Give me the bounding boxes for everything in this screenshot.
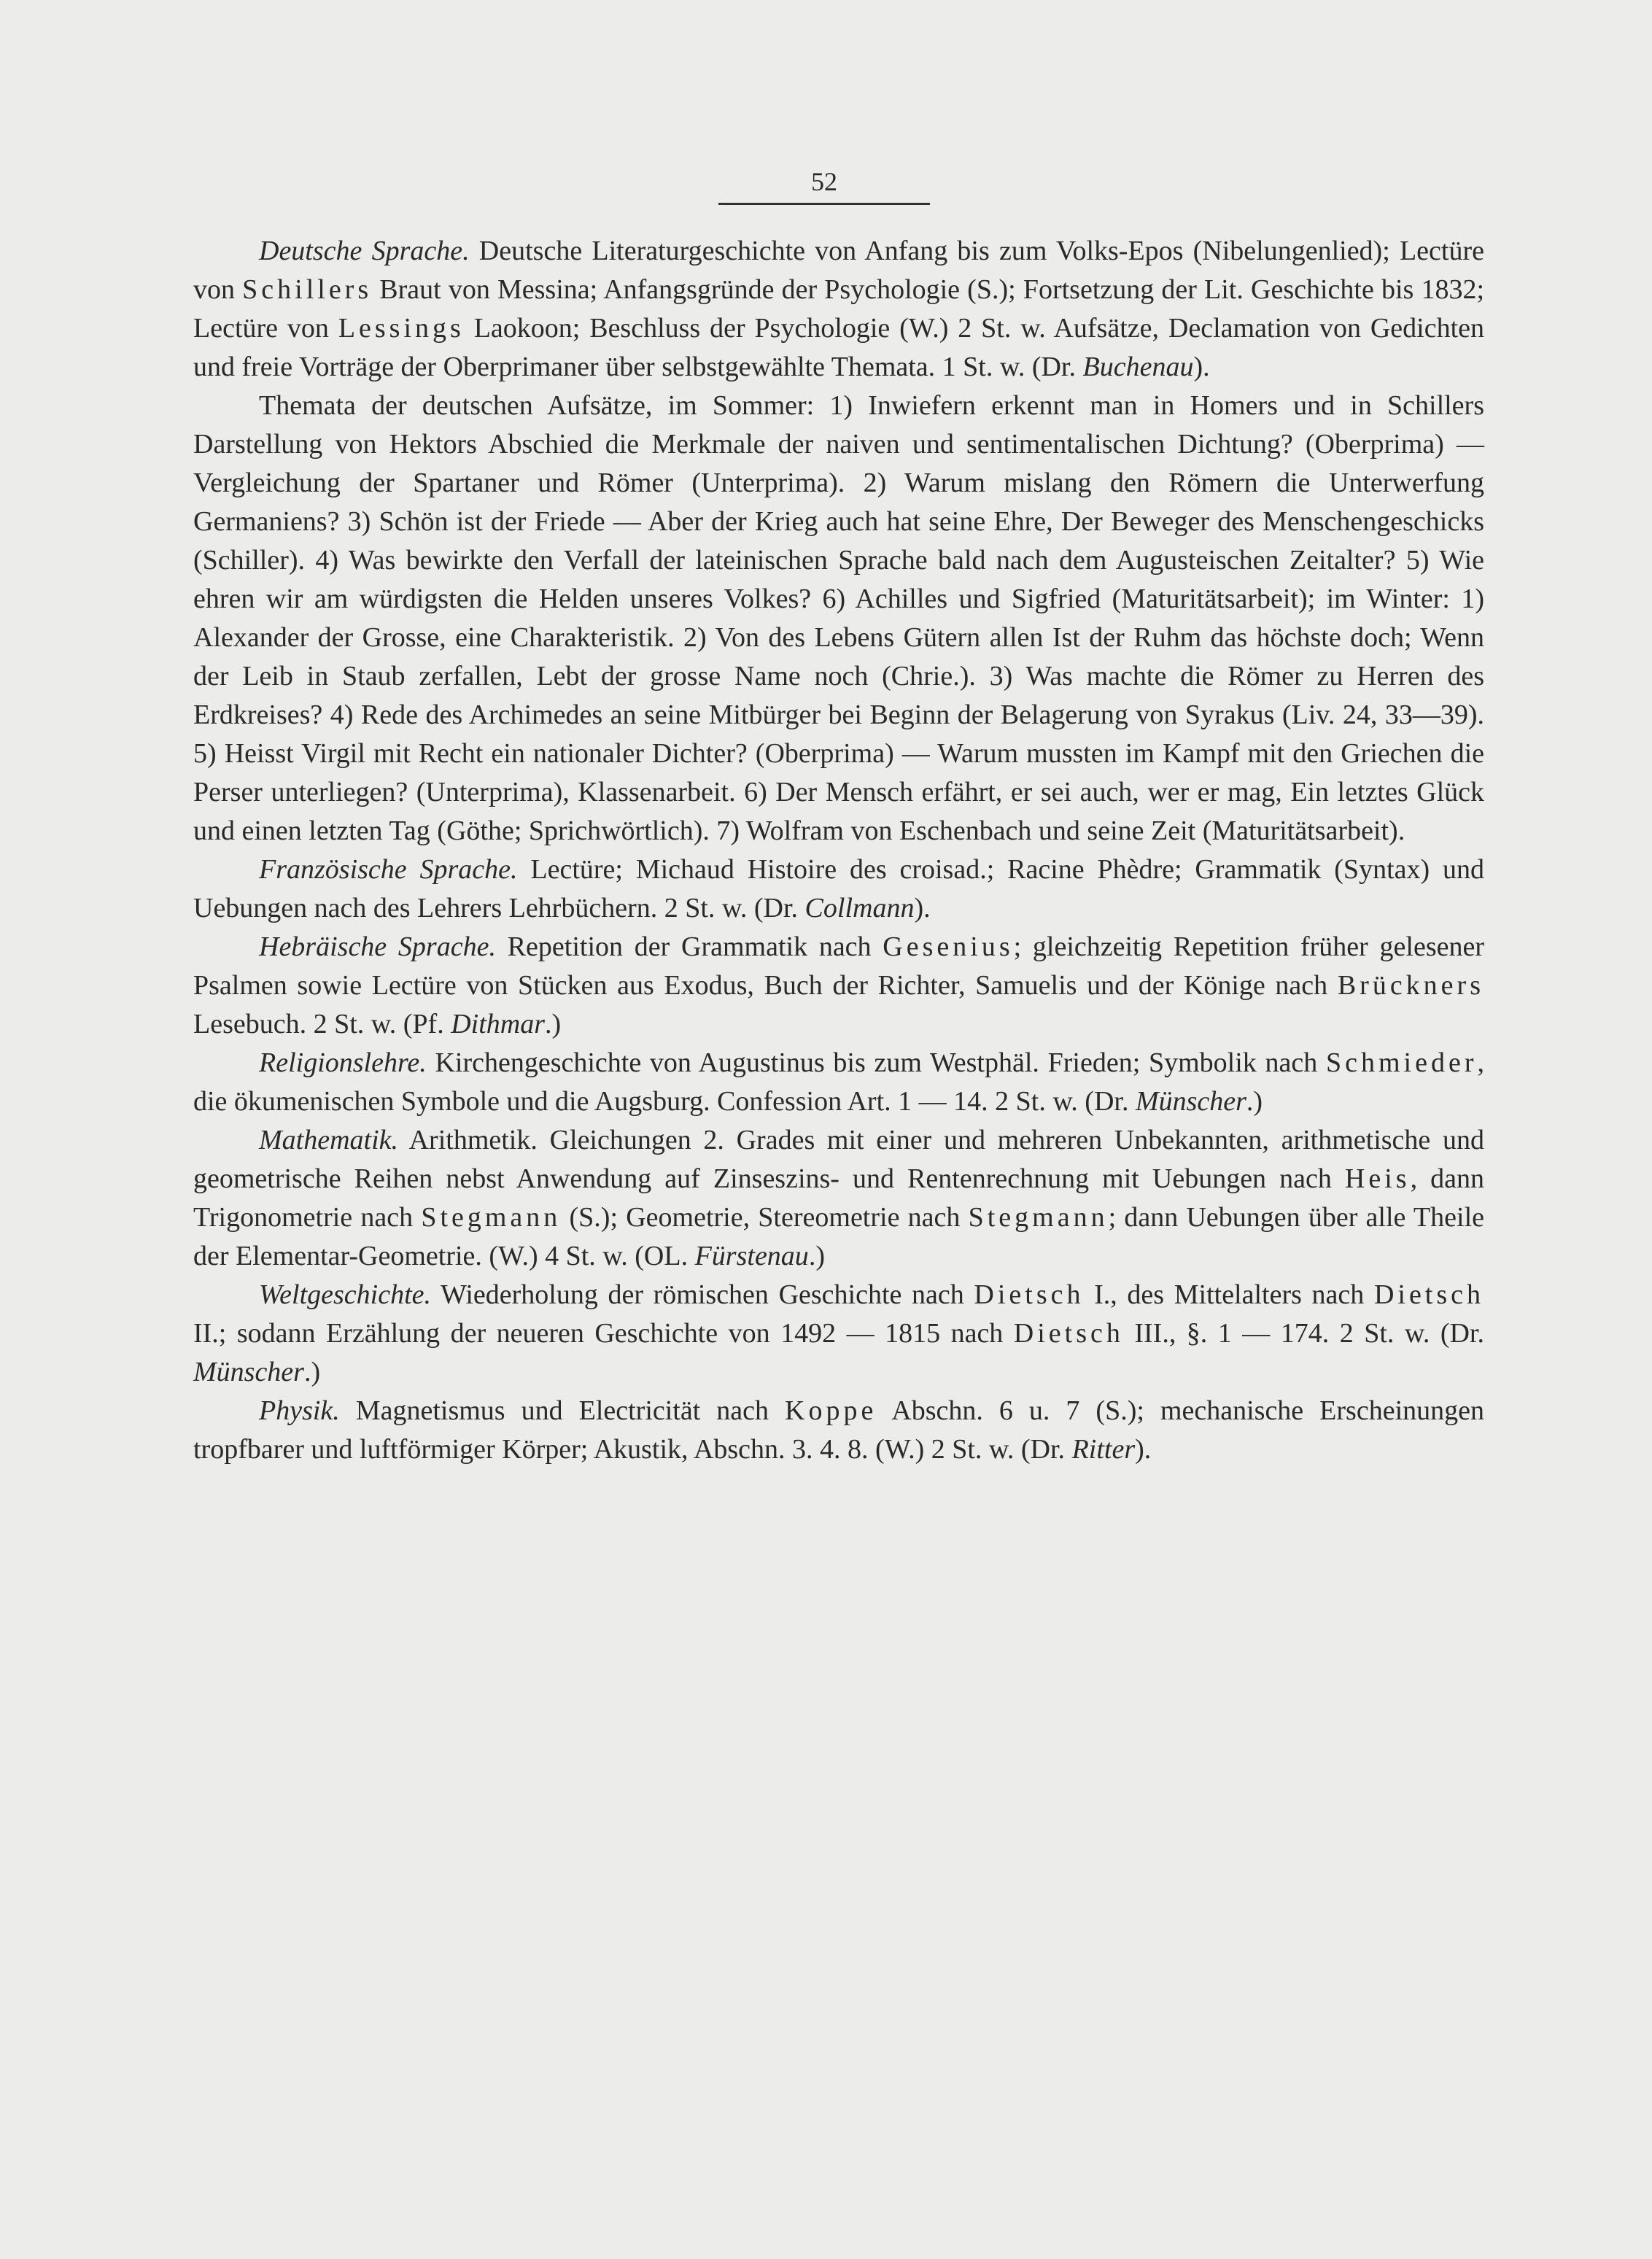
paragraph-franzoesische-sprache: Französische Sprache. Lectüre; Michaud Histoire des croisad.; Racine Phèdre; Grammatik (Syntax) und Uebungen nach des Lehrers Lehrbüchern. 2 St. w. (Dr. Collmann). [193,854,1484,923]
paragraph-religionslehre: Religionslehre. Kirchengeschichte von Augustinus bis zum Westphäl. Frieden; Symbolik nach Schmieder, die ökumenischen Symbole und die Augsburg. Confession Art. 1 — 14. 2 St. w. (Dr. Münscher.) [193,1047,1484,1117]
teacher-name: Collmann [804,893,915,923]
teacher-name: Buchenau [1082,352,1194,382]
paragraph-weltgeschichte: Weltgeschichte. Wiederholung der römischen Geschichte nach Dietsch I., des Mittelalters nach Dietsch II.; sodann Erzählung der neueren Geschichte von 1492 — 1815 nach Dietsch III., §. 1 — 174. 2 St. w. (Dr. Münscher.) [193,1279,1485,1387]
paragraph-deutsche-sprache: Deutsche Sprache. Deutsche Literaturgeschichte von Anfang bis zum Volks-Epos (Nibelungenlied); Lectüre von Schillers Braut von Messina; Anfangsgründe der Psychologie (S.); Fortsetzung der Lit. Geschichte bis 1832; Lectüre von Lessings Laokoon; Beschluss der Psychologie (W.) 2 St. w. Aufsätze, Declamation von Gedichten und freie Vorträge der Oberprimaner über selbstgewählte Themata. 1 St. w. (Dr. Buchenau). [193,236,1484,382]
teacher-name: Ritter [1071,1434,1136,1465]
paragraph-themata: Themata der deutschen Aufsätze, im Sommer: 1) Inwiefern erkennt man in Homers und in Schillers Darstellung von Hektors Abschied die Merkmale der naiven und sentimentalischen Dichtung? (Oberprima) — Vergleichung der Spartaner und Römer (Unterprima). 2) Warum mislang den Römern die Unterwerfung Germaniens? 3) Schön ist der Friede — Aber der Krieg auch hat seine Ehre, Der Beweger des Menschengeschicks (Schiller). 4) Was bewirkte den Verfall der lateinischen Sprache bald nach dem Augusteischen Zeitalter? 5) Wie ehren wir am würdigsten die Helden unseres Volkes? 6) Achilles und Sigfried (Maturitätsarbeit); im Winter: 1) Alexander der Grosse, eine Charakteristik. 2) Von des Lebens Gütern allen Ist der Ruhm das höchste doch; Wenn der Leib in Staub zerfallen, Lebt der grosse Name noch (Chrie.). 3) Was machte die Römer zu Herren des Erdkreises? 4) Rede des Archimedes an seine Mitbürger bei Beginn der Belagerung von Syrakus (Liv. 24, 33—39). 5) Heisst Virgil mit Recht ein nationaler Dichter? (Oberprima) — Warum mussten im Kampf mit den Griechen die Perser unterliegen? (Unterprima), Klassenarbeit. 6) Der Mensch erfährt, er sei auch, wer er mag, Ein letztes Glück und einen letzten Tag (Göthe; Sprichwörtlich). 7) Wolfram von Eschenbach und seine Zeit (Maturitätsarbeit). [193,390,1484,846]
author-name: Dietsch [974,1279,1085,1310]
teacher-name: Münscher [1135,1086,1246,1117]
author-name: Heis [1344,1163,1411,1194]
author-name: Dietsch [1373,1279,1485,1310]
paragraph-hebraeische-sprache: Hebräische Sprache. Repetition der Grammatik nach Gesenius; gleichzeitig Repetition früher gelesener Psalmen sowie Lectüre von Stücken aus Exodus, Buch der Richter, Samuelis und der Könige nach Brückners Lesebuch. 2 St. w. (Pf. Dithmar.) [193,931,1484,1039]
paragraph-mathematik: Mathematik. Arithmetik. Gleichungen 2. Grades mit einer und mehreren Unbekannten, arithmetische und geometrische Reihen nebst Anwendung auf Zinseszins- und Rentenrechnung mit Uebungen nach Heis, dann Trigonometrie nach Stegmann (S.); Geometrie, Stereometrie nach Stegmann; dann Uebungen über alle Theile der Elementar-Geometrie. (W.) 4 St. w. (OL. Fürstenau.) [193,1125,1484,1271]
author-name: Stegmann [968,1202,1109,1233]
body-text [193,232,1484,1469]
page-number: 52 [811,167,837,196]
heading-hebraeische-sprache: Hebräische Sprache. [259,931,496,962]
teacher-name: Dithmar [451,1009,546,1039]
heading-physik: Physik. [259,1395,340,1426]
heading-deutsche-sprache: Deutsche Sprache. [259,236,470,266]
heading-mathematik: Mathematik. [259,1125,399,1155]
teacher-name: Fürstenau [694,1241,809,1271]
author-name: Schmieder [1325,1047,1478,1078]
heading-weltgeschichte: Weltgeschichte. [259,1279,432,1310]
paragraph-physik: Physik. Magnetismus und Electricität nach Koppe Abschn. 6 u. 7 (S.); mechanische Erscheinungen tropfbarer und luftförmiger Körper; Akustik, Abschn. 3. 4. 8. (W.) 2 St. w. (Dr. Ritter). [193,1395,1484,1465]
heading-religionslehre: Religionslehre. [259,1047,427,1078]
author-name: Stegmann [421,1202,562,1233]
author-name: Lessings [338,313,465,344]
author-name: Brückners [1337,970,1484,1001]
header-rule [718,203,930,205]
author-name: Schillers [242,274,373,305]
author-name: Gesenius [883,931,1014,962]
heading-franzoesische-sprache: Französische Sprache. [259,854,518,885]
author-name: Koppe [785,1395,877,1426]
teacher-name: Münscher [193,1357,304,1387]
author-name: Dietsch [1013,1318,1124,1349]
